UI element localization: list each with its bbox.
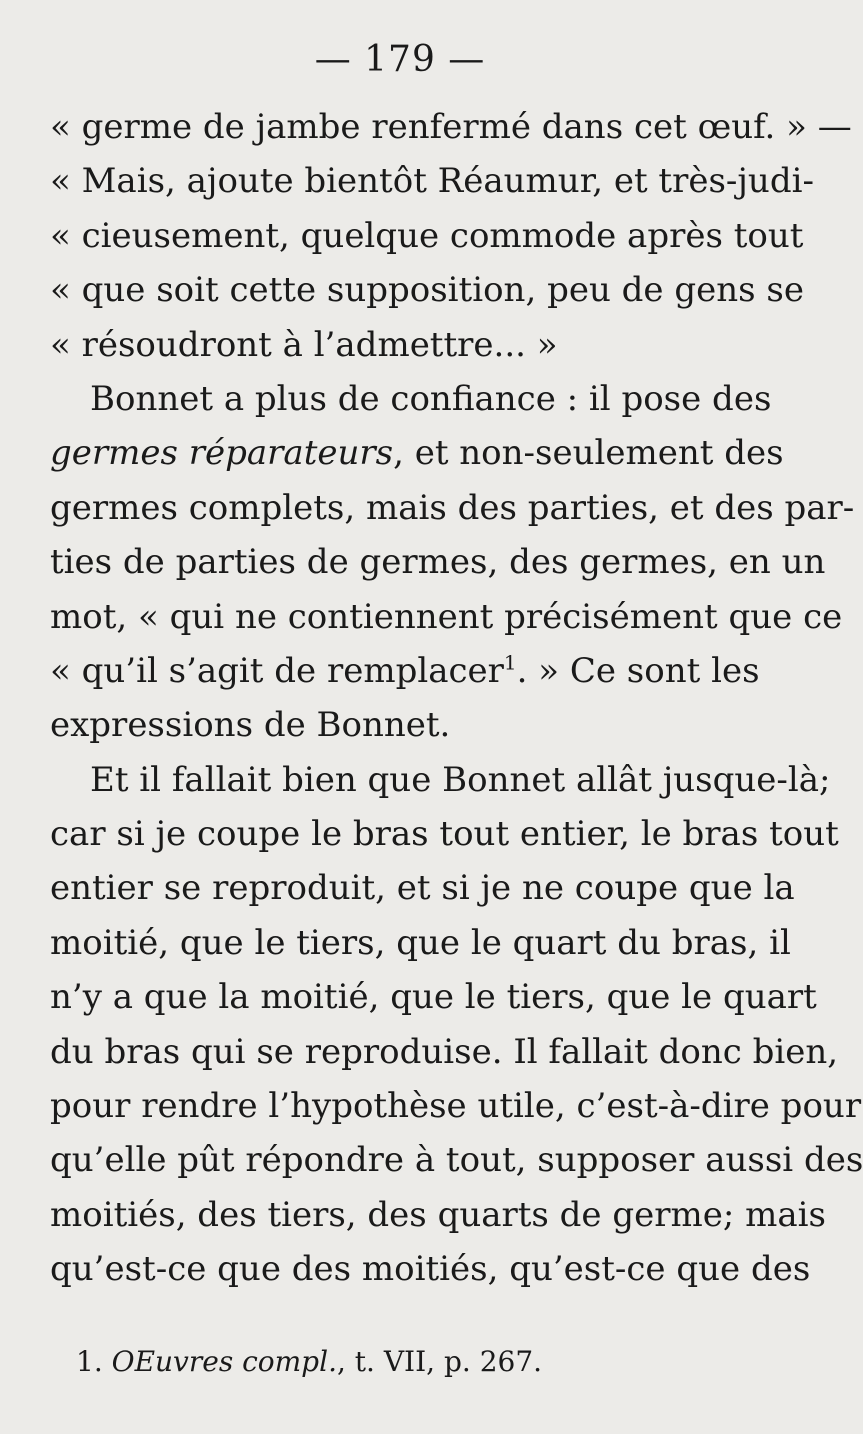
- footnote-reference: , t. VII, p. 267.: [336, 1345, 543, 1378]
- footnote-marker[interactable]: 1: [503, 650, 517, 675]
- text-line: du bras qui se reproduise. Il fallait donc bien,: [50, 1031, 839, 1072]
- text-line: « germe de jambe renfermé dans cet œuf. » —: [50, 107, 852, 147]
- text-line: n’y a que la moitié, que le tiers, que le quart: [50, 977, 817, 1018]
- text-line: [50, 644, 760, 698]
- text-line: ties de parties de germes, des germes, en un: [50, 542, 826, 583]
- page-body: [50, 100, 863, 1297]
- text-line: « Mais, ajoute bientôt Réaumur, et très-judi-: [50, 161, 814, 202]
- text-line: « cieusement, quelque commode après tout: [50, 215, 804, 256]
- paragraph-start-line: Bonnet a plus de confiance : il pose des: [90, 378, 772, 419]
- text-line: germes complets, mais des parties, et des par-: [50, 487, 855, 528]
- text-line: pour rendre l’hypothèse utile, c’est-à-dire pour: [50, 1086, 862, 1127]
- text-line: moitiés, des tiers, des quarts de germe; mais: [50, 1194, 826, 1235]
- text-line: qu’elle pût répondre à tout, supposer aussi des: [50, 1140, 863, 1181]
- text-line: moitié, que le tiers, que le quart du bras, il: [50, 922, 791, 963]
- text-line: mot, « qui ne contiennent précisément que ce: [50, 596, 843, 637]
- text-line: « que soit cette supposition, peu de gens se: [50, 270, 804, 311]
- footnote-title: OEuvres compl.: [111, 1345, 337, 1378]
- italic-phrase: germes réparateurs: [50, 433, 394, 474]
- text-line: entier se reproduit, et si je ne coupe que la: [50, 868, 795, 909]
- text-line: expressions de Bonnet.: [50, 705, 451, 746]
- text-line: car si je coupe le bras tout entier, le bras tout: [50, 814, 839, 855]
- text-line: « résoudront à l’admettre... »: [50, 324, 558, 365]
- footnote: [76, 1342, 756, 1382]
- text-segment: , et non-seulement des: [393, 433, 784, 474]
- text-line: [50, 426, 784, 480]
- text-segment: « qu’il s’agit de remplacer: [50, 650, 504, 691]
- footnote-number: 1.: [76, 1345, 103, 1378]
- text-segment: . » Ce sont les: [516, 650, 760, 691]
- text-line: qu’est-ce que des moitiés, qu’est-ce que des: [50, 1249, 811, 1290]
- paragraph-start-line: Et il fallait bien que Bonnet allât jusque-là;: [90, 759, 831, 800]
- page-number: — 179 —: [314, 39, 486, 80]
